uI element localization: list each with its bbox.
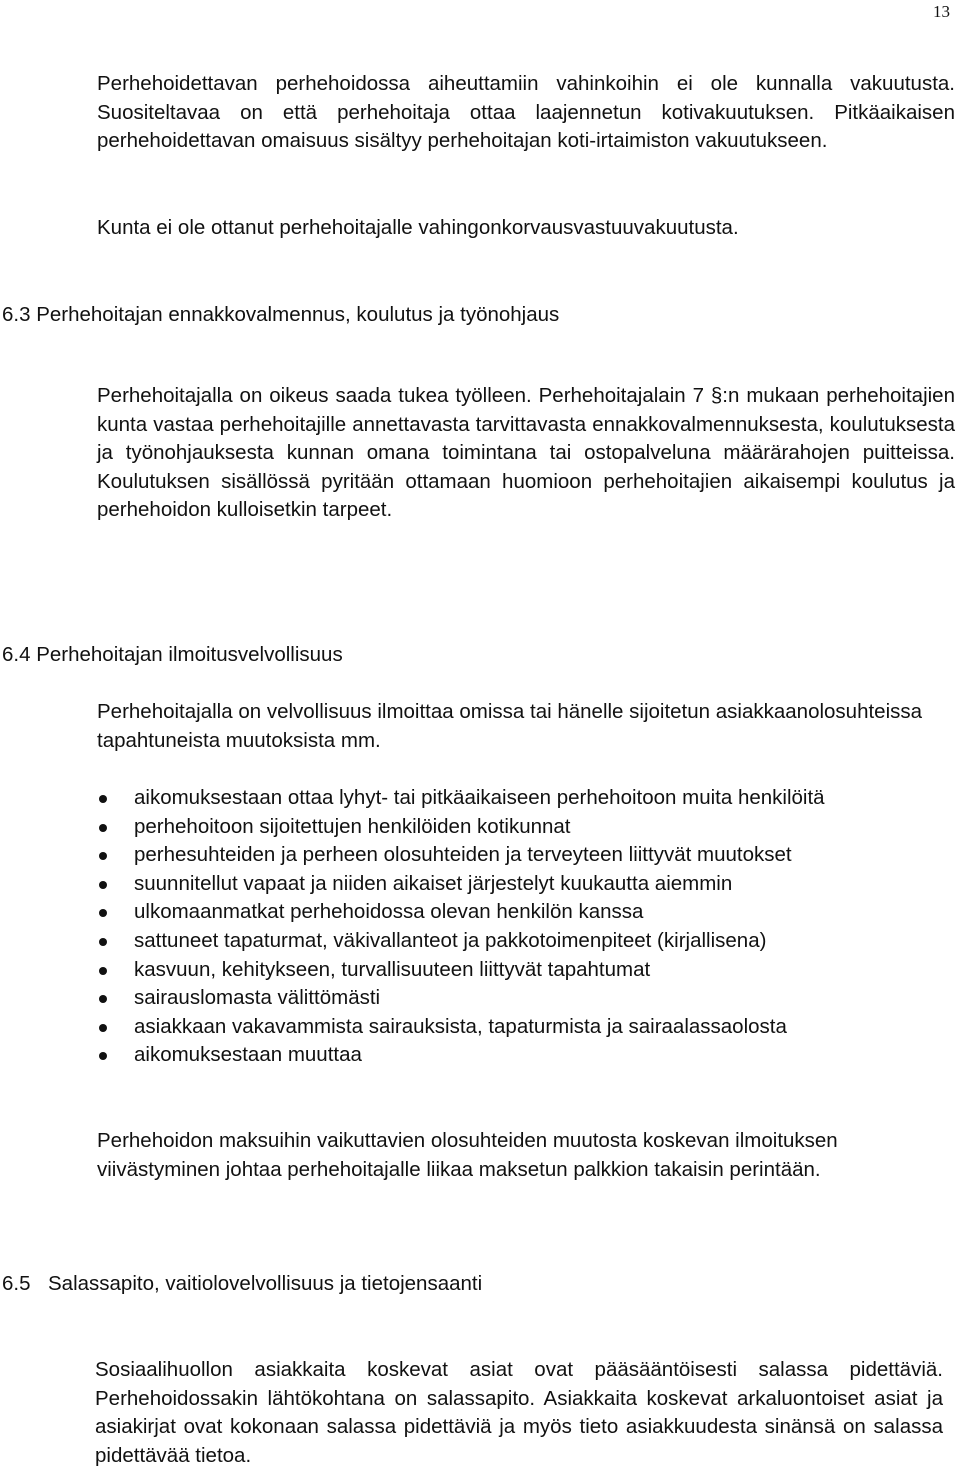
section-6-4-intro: Perhehoitajalla on velvollisuus ilmoittaa omissa tai hänelle sijoitetun asiakkaanolosuhteissa tapahtuneista muutoksista mm.	[97, 700, 923, 752]
list-item: perhehoitoon sijoitettujen henkilöiden kotikunnat	[97, 813, 955, 842]
section-6-4-closing: Perhehoidon maksuihin vaikuttavien olosuhteiden muutosta koskevan ilmoituksen viivästyminen johtaa perhehoitajalle liikaa maksetun palkkion takaisin perintään.	[97, 1129, 838, 1181]
liability-paragraph: Kunta ei ole ottanut perhehoitajalle vahingonkorvausvastuuvakuutusta.	[97, 216, 739, 239]
section-6-3-heading: 6.3 Perhehoitajan ennakkovalmennus, koulutus ja työnohjaus	[2, 303, 560, 326]
section-6-5-number: 6.5	[2, 1272, 31, 1295]
list-item: ulkomaanmatkat perhehoidossa olevan henkilön kanssa	[97, 898, 955, 927]
list-item: perhesuhteiden ja perheen olosuhteiden ja terveyteen liittyvät muutokset	[97, 841, 955, 870]
list-item: sairauslomasta välittömästi	[97, 984, 955, 1013]
section-6-4-heading: 6.4 Perhehoitajan ilmoitusvelvollisuus	[2, 643, 343, 666]
insurance-paragraph: Perhehoidettavan perhehoidossa aiheuttamiin vahinkoihin ei ole kunnalla vakuutusta. Suositeltavaa on että perhehoitaja ottaa laajennetun kotivakuutuksen. Pitkäaikaisen perhehoidettavan omaisuus sisältyy perhehoitajan koti-irtaimiston vakuutukseen.	[97, 72, 955, 153]
list-item: aikomuksestaan muuttaa	[97, 1041, 955, 1070]
section-6-5-heading	[2, 1270, 942, 1298]
list-item: aikomuksestaan ottaa lyhyt- tai pitkäaikaiseen perhehoitoon muita henkilöitä	[97, 784, 955, 813]
notification-list	[97, 784, 955, 1070]
section-6-3-paragraph: Perhehoitajalla on oikeus saada tukea työlleen. Perhehoitajalain 7 §:n mukaan perhehoitajien kunta vastaa perhehoitajille annettavasta tarvittavasta ennakkovalmennuksesta, koulutuksesta ja työnohjauksesta kunnan omana toimintana tai ostopalveluna määrärahojen puitteissa. Koulutuksen sisällössä pyritään ottamaan huomioon perhehoitajien aikaisempi koulutus ja perhehoidon kulloisetkin tarpeet.	[97, 384, 955, 522]
section-6-5-title: Salassapito, vaitiolovelvollisuus ja tietojensaanti	[48, 1272, 483, 1295]
section-6-5-paragraph: Sosiaalihuollon asiakkaita koskevat asiat ovat pääsääntöisesti salassa pidettäviä. Perhehoidossakin lähtökohtana on salassapito. Asiakkaita koskevat arkaluontoiset asiat ja asiakirjat ovat kokonaan salassa pidettäviä ja myös tieto asiakkuudesta sinänsä on salassa pidettävää tietoa.	[95, 1358, 943, 1467]
list-item: asiakkaan vakavammista sairauksista, tapaturmista ja sairaalassaolosta	[97, 1013, 955, 1042]
list-item: sattuneet tapaturmat, väkivallanteot ja pakkotoimenpiteet (kirjallisena)	[97, 927, 955, 956]
page-number: 13	[933, 2, 950, 21]
list-item: suunnitellut vapaat ja niiden aikaiset järjestelyt kuukautta aiemmin	[97, 870, 955, 899]
list-item: kasvuun, kehitykseen, turvallisuuteen liittyvät tapahtumat	[97, 956, 955, 985]
